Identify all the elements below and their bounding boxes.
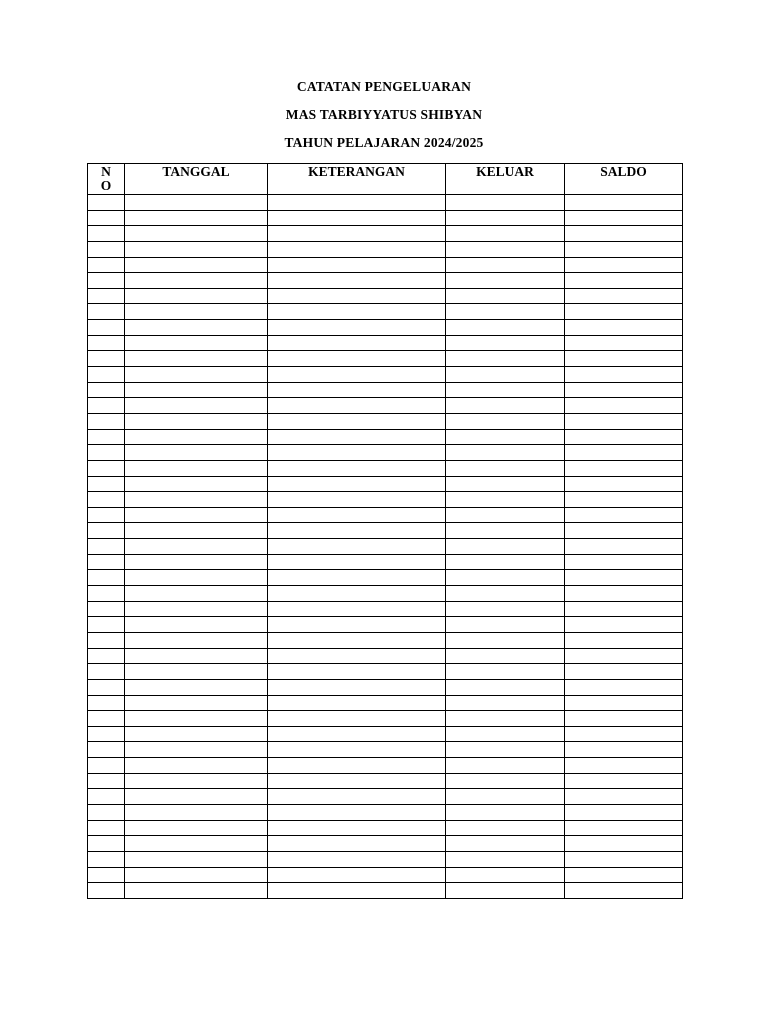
table-row — [88, 664, 683, 680]
cell-keterangan — [268, 335, 446, 351]
cell-tanggal — [125, 617, 268, 633]
cell-no — [88, 367, 125, 383]
cell-tanggal — [125, 601, 268, 617]
cell-tanggal — [125, 195, 268, 211]
cell-saldo — [565, 773, 683, 789]
cell-keterangan — [268, 664, 446, 680]
cell-tanggal — [125, 429, 268, 445]
cell-saldo — [565, 226, 683, 242]
cell-tanggal — [125, 836, 268, 852]
cell-keluar — [446, 304, 565, 320]
cell-saldo — [565, 335, 683, 351]
cell-keterangan — [268, 773, 446, 789]
cell-tanggal — [125, 664, 268, 680]
table-row — [88, 304, 683, 320]
cell-keluar — [446, 726, 565, 742]
cell-no — [88, 288, 125, 304]
cell-keluar — [446, 664, 565, 680]
cell-keterangan — [268, 195, 446, 211]
cell-keluar — [446, 226, 565, 242]
cell-saldo — [565, 367, 683, 383]
table-row — [88, 210, 683, 226]
cell-saldo — [565, 460, 683, 476]
cell-tanggal — [125, 679, 268, 695]
cell-keterangan — [268, 695, 446, 711]
cell-tanggal — [125, 257, 268, 273]
cell-saldo — [565, 413, 683, 429]
cell-saldo — [565, 507, 683, 523]
cell-saldo — [565, 288, 683, 304]
table-row — [88, 241, 683, 257]
cell-keterangan — [268, 351, 446, 367]
cell-keterangan — [268, 413, 446, 429]
cell-no — [88, 836, 125, 852]
cell-tanggal — [125, 883, 268, 899]
table-row — [88, 351, 683, 367]
cell-keterangan — [268, 711, 446, 727]
cell-keterangan — [268, 836, 446, 852]
table-row — [88, 257, 683, 273]
cell-no — [88, 632, 125, 648]
cell-no — [88, 460, 125, 476]
cell-keluar — [446, 195, 565, 211]
table-row — [88, 492, 683, 508]
cell-keluar — [446, 257, 565, 273]
cell-tanggal — [125, 273, 268, 289]
cell-tanggal — [125, 851, 268, 867]
cell-keluar — [446, 851, 565, 867]
cell-no — [88, 617, 125, 633]
cell-keluar — [446, 507, 565, 523]
cell-no — [88, 773, 125, 789]
cell-saldo — [565, 851, 683, 867]
cell-tanggal — [125, 758, 268, 774]
cell-saldo — [565, 804, 683, 820]
cell-no — [88, 539, 125, 555]
cell-no — [88, 867, 125, 883]
cell-keterangan — [268, 586, 446, 602]
cell-keluar — [446, 617, 565, 633]
cell-no — [88, 570, 125, 586]
table-row — [88, 367, 683, 383]
cell-tanggal — [125, 711, 268, 727]
cell-keluar — [446, 586, 565, 602]
cell-saldo — [565, 429, 683, 445]
table-row — [88, 539, 683, 555]
cell-keterangan — [268, 758, 446, 774]
cell-keluar — [446, 241, 565, 257]
table-row — [88, 883, 683, 899]
cell-no — [88, 226, 125, 242]
table-row — [88, 773, 683, 789]
cell-tanggal — [125, 288, 268, 304]
cell-no — [88, 476, 125, 492]
cell-keluar — [446, 288, 565, 304]
cell-saldo — [565, 711, 683, 727]
table-row — [88, 273, 683, 289]
cell-saldo — [565, 304, 683, 320]
cell-tanggal — [125, 804, 268, 820]
cell-keterangan — [268, 570, 446, 586]
cell-keluar — [446, 804, 565, 820]
cell-saldo — [565, 539, 683, 555]
cell-keluar — [446, 320, 565, 336]
table-row — [88, 679, 683, 695]
cell-tanggal — [125, 226, 268, 242]
cell-keterangan — [268, 820, 446, 836]
cell-keterangan — [268, 226, 446, 242]
cell-tanggal — [125, 413, 268, 429]
cell-saldo — [565, 883, 683, 899]
cell-saldo — [565, 632, 683, 648]
cell-no — [88, 820, 125, 836]
table-row — [88, 413, 683, 429]
cell-saldo — [565, 726, 683, 742]
cell-keluar — [446, 429, 565, 445]
cell-keluar — [446, 539, 565, 555]
cell-keterangan — [268, 679, 446, 695]
school-name: MAS TARBIYYATUS SHIBYAN — [285, 107, 483, 122]
cell-no — [88, 445, 125, 461]
cell-no — [88, 304, 125, 320]
cell-keluar — [446, 570, 565, 586]
cell-no — [88, 726, 125, 742]
cell-tanggal — [125, 367, 268, 383]
cell-keluar — [446, 523, 565, 539]
table-header-row — [88, 164, 683, 195]
table-row — [88, 288, 683, 304]
cell-keterangan — [268, 867, 446, 883]
cell-tanggal — [125, 351, 268, 367]
cell-keterangan — [268, 445, 446, 461]
cell-tanggal — [125, 820, 268, 836]
cell-keterangan — [268, 804, 446, 820]
cell-keterangan — [268, 742, 446, 758]
cell-no — [88, 695, 125, 711]
cell-no — [88, 711, 125, 727]
cell-tanggal — [125, 726, 268, 742]
cell-keluar — [446, 836, 565, 852]
cell-keluar — [446, 210, 565, 226]
cell-keterangan — [268, 210, 446, 226]
cell-saldo — [565, 695, 683, 711]
cell-keterangan — [268, 789, 446, 805]
cell-keluar — [446, 648, 565, 664]
table-row — [88, 851, 683, 867]
table-body — [88, 195, 683, 899]
cell-keluar — [446, 679, 565, 695]
cell-tanggal — [125, 648, 268, 664]
table-row — [88, 789, 683, 805]
cell-keluar — [446, 554, 565, 570]
cell-no — [88, 413, 125, 429]
cell-saldo — [565, 398, 683, 414]
cell-no — [88, 648, 125, 664]
cell-tanggal — [125, 210, 268, 226]
cell-keluar — [446, 867, 565, 883]
cell-saldo — [565, 351, 683, 367]
table-row — [88, 226, 683, 242]
cell-no — [88, 586, 125, 602]
cell-no — [88, 335, 125, 351]
cell-keluar — [446, 460, 565, 476]
cell-keluar — [446, 820, 565, 836]
cell-no — [88, 804, 125, 820]
cell-saldo — [565, 679, 683, 695]
table-row — [88, 335, 683, 351]
table-row — [88, 320, 683, 336]
cell-keterangan — [268, 320, 446, 336]
cell-keluar — [446, 632, 565, 648]
cell-keluar — [446, 711, 565, 727]
cell-keterangan — [268, 429, 446, 445]
cell-keterangan — [268, 523, 446, 539]
cell-tanggal — [125, 742, 268, 758]
cell-tanggal — [125, 632, 268, 648]
cell-no — [88, 523, 125, 539]
cell-keluar — [446, 351, 565, 367]
cell-keluar — [446, 367, 565, 383]
cell-no — [88, 320, 125, 336]
table-row — [88, 382, 683, 398]
cell-keluar — [446, 695, 565, 711]
cell-no — [88, 758, 125, 774]
cell-no — [88, 554, 125, 570]
cell-no — [88, 492, 125, 508]
table-row — [88, 632, 683, 648]
cell-saldo — [565, 586, 683, 602]
cell-saldo — [565, 664, 683, 680]
cell-saldo — [565, 789, 683, 805]
cell-no — [88, 601, 125, 617]
cell-keterangan — [268, 617, 446, 633]
cell-saldo — [565, 241, 683, 257]
cell-tanggal — [125, 773, 268, 789]
table-row — [88, 804, 683, 820]
cell-saldo — [565, 273, 683, 289]
cell-keluar — [446, 398, 565, 414]
cell-no — [88, 241, 125, 257]
cell-tanggal — [125, 867, 268, 883]
table-row — [88, 445, 683, 461]
cell-keterangan — [268, 601, 446, 617]
cell-saldo — [565, 320, 683, 336]
cell-keterangan — [268, 273, 446, 289]
cell-saldo — [565, 445, 683, 461]
cell-saldo — [565, 523, 683, 539]
cell-tanggal — [125, 476, 268, 492]
cell-keterangan — [268, 492, 446, 508]
table-row — [88, 554, 683, 570]
cell-keluar — [446, 476, 565, 492]
cell-keluar — [446, 413, 565, 429]
cell-tanggal — [125, 586, 268, 602]
table-row — [88, 711, 683, 727]
table-row — [88, 836, 683, 852]
cell-tanggal — [125, 320, 268, 336]
header-no-line-2: O — [100, 178, 112, 193]
document-title: CATATAN PENGELUARAN — [296, 79, 472, 94]
cell-keluar — [446, 883, 565, 899]
cell-saldo — [565, 601, 683, 617]
cell-no — [88, 789, 125, 805]
cell-saldo — [565, 648, 683, 664]
cell-keterangan — [268, 257, 446, 273]
cell-keterangan — [268, 367, 446, 383]
header-no — [88, 164, 125, 195]
cell-keterangan — [268, 304, 446, 320]
cell-tanggal — [125, 523, 268, 539]
cell-tanggal — [125, 554, 268, 570]
cell-keluar — [446, 382, 565, 398]
cell-no — [88, 851, 125, 867]
cell-keluar — [446, 601, 565, 617]
cell-tanggal — [125, 789, 268, 805]
header-saldo: SALDO — [565, 164, 683, 195]
cell-tanggal — [125, 398, 268, 414]
cell-no — [88, 883, 125, 899]
cell-saldo — [565, 554, 683, 570]
cell-keluar — [446, 445, 565, 461]
table-row — [88, 460, 683, 476]
cell-keterangan — [268, 398, 446, 414]
cell-no — [88, 742, 125, 758]
table-row — [88, 476, 683, 492]
cell-tanggal — [125, 539, 268, 555]
cell-keterangan — [268, 726, 446, 742]
cell-saldo — [565, 257, 683, 273]
cell-keterangan — [268, 382, 446, 398]
cell-no — [88, 257, 125, 273]
cell-keterangan — [268, 460, 446, 476]
cell-saldo — [565, 195, 683, 211]
table-row — [88, 742, 683, 758]
table-row — [88, 195, 683, 211]
table-row — [88, 867, 683, 883]
table-row — [88, 820, 683, 836]
cell-no — [88, 507, 125, 523]
cell-saldo — [565, 476, 683, 492]
cell-keluar — [446, 492, 565, 508]
cell-keluar — [446, 742, 565, 758]
cell-tanggal — [125, 304, 268, 320]
cell-keluar — [446, 758, 565, 774]
cell-no — [88, 351, 125, 367]
cell-saldo — [565, 570, 683, 586]
cell-keterangan — [268, 539, 446, 555]
cell-tanggal — [125, 695, 268, 711]
cell-saldo — [565, 867, 683, 883]
cell-saldo — [565, 382, 683, 398]
cell-saldo — [565, 617, 683, 633]
table-row — [88, 601, 683, 617]
table-row — [88, 617, 683, 633]
academic-year: TAHUN PELAJARAN 2024/2025 — [284, 135, 484, 150]
cell-keterangan — [268, 632, 446, 648]
table-row — [88, 507, 683, 523]
cell-keterangan — [268, 288, 446, 304]
cell-saldo — [565, 492, 683, 508]
cell-keterangan — [268, 507, 446, 523]
cell-keterangan — [268, 851, 446, 867]
cell-no — [88, 429, 125, 445]
expense-ledger-table — [87, 163, 683, 899]
cell-no — [88, 679, 125, 695]
cell-no — [88, 398, 125, 414]
cell-keterangan — [268, 476, 446, 492]
header-no-line-1: N — [101, 164, 111, 179]
cell-keterangan — [268, 241, 446, 257]
table-row — [88, 726, 683, 742]
cell-tanggal — [125, 335, 268, 351]
cell-tanggal — [125, 445, 268, 461]
cell-keluar — [446, 773, 565, 789]
cell-keluar — [446, 273, 565, 289]
cell-tanggal — [125, 492, 268, 508]
table-row — [88, 586, 683, 602]
cell-no — [88, 195, 125, 211]
cell-keluar — [446, 335, 565, 351]
table-row — [88, 523, 683, 539]
header-tanggal: TANGGAL — [125, 164, 268, 195]
cell-saldo — [565, 758, 683, 774]
table-row — [88, 695, 683, 711]
cell-saldo — [565, 820, 683, 836]
cell-tanggal — [125, 382, 268, 398]
cell-keterangan — [268, 648, 446, 664]
table-row — [88, 570, 683, 586]
cell-saldo — [565, 742, 683, 758]
table-row — [88, 648, 683, 664]
table-row — [88, 429, 683, 445]
cell-tanggal — [125, 241, 268, 257]
table-row — [88, 758, 683, 774]
cell-saldo — [565, 210, 683, 226]
header-keluar: KELUAR — [446, 164, 565, 195]
cell-saldo — [565, 836, 683, 852]
cell-no — [88, 273, 125, 289]
table-row — [88, 398, 683, 414]
cell-keterangan — [268, 554, 446, 570]
cell-keluar — [446, 789, 565, 805]
cell-tanggal — [125, 507, 268, 523]
cell-no — [88, 382, 125, 398]
cell-tanggal — [125, 570, 268, 586]
header-keterangan: KETERANGAN — [268, 164, 446, 195]
cell-keterangan — [268, 883, 446, 899]
cell-no — [88, 664, 125, 680]
cell-no — [88, 210, 125, 226]
cell-tanggal — [125, 460, 268, 476]
